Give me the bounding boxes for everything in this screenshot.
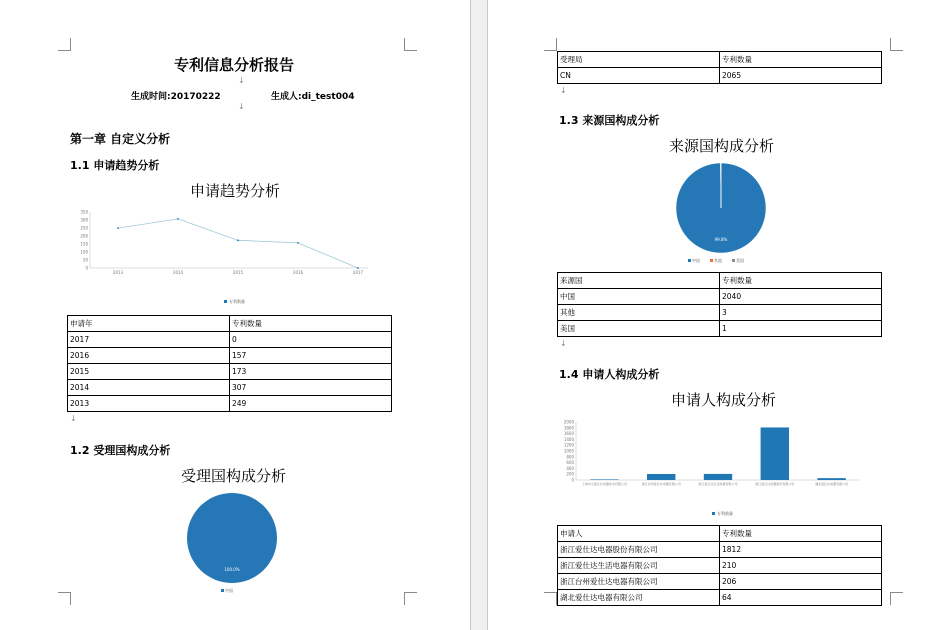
table-row	[558, 305, 882, 321]
x-tick-label: 上海中山爱仕达电器技术有限公司	[581, 482, 627, 486]
table-cell[interactable]: 2017	[68, 332, 230, 348]
table-row	[558, 68, 882, 84]
origin-chart-title: 来源国构成分析	[669, 137, 775, 155]
table-header-cell[interactable]: 受理局	[558, 52, 720, 68]
y-tick-label: 300	[80, 217, 88, 223]
x-tick-label: 浙江台州爱仕达电器有限公司	[641, 482, 681, 486]
table-cell[interactable]: 1	[720, 321, 882, 337]
table-cell[interactable]: 2016	[68, 348, 230, 364]
origin-table	[557, 272, 882, 337]
legend-swatch	[710, 259, 713, 262]
legend-label: 中国	[225, 588, 233, 593]
paragraph-mark: ↓	[238, 76, 245, 85]
paragraph-mark: ↓	[238, 102, 245, 111]
y-tick-label: 1400	[563, 436, 574, 442]
table-row	[558, 289, 882, 305]
crop-mark	[404, 592, 417, 605]
x-tick-label: 2016	[292, 270, 304, 275]
table-cell[interactable]: 0	[230, 332, 392, 348]
table-cell[interactable]: 249	[230, 396, 392, 412]
y-tick-label: 400	[566, 465, 574, 471]
trend-chart-title: 申请趋势分析	[190, 182, 281, 200]
generated-by[interactable]: 生成人:di_test004	[271, 92, 355, 102]
table-cell[interactable]: 173	[230, 364, 392, 380]
table-header-row	[558, 52, 882, 68]
y-tick-label: 1800	[563, 425, 574, 431]
table-header-cell[interactable]: 专利数量	[720, 526, 882, 542]
bar	[704, 474, 732, 480]
slice-data-label: 100.0%	[224, 567, 240, 572]
x-tick-label: 浙江爱仕达电器股份有限公司	[755, 482, 795, 486]
section-heading-1-4[interactable]: 1.4 申请人构成分析	[559, 368, 660, 381]
legend-swatch	[221, 589, 224, 592]
table-cell[interactable]: 2014	[68, 380, 230, 396]
table-row	[68, 332, 392, 348]
table-row	[68, 396, 392, 412]
applicant-chart-title: 申请人构成分析	[671, 391, 777, 409]
office-table	[557, 51, 882, 84]
data-point	[177, 218, 179, 220]
table-header-cell[interactable]: 专利数量	[230, 316, 392, 332]
crop-mark	[58, 592, 71, 605]
chapter-heading[interactable]: 第一章 自定义分析	[70, 132, 171, 146]
table-header-cell[interactable]: 专利数量	[720, 52, 882, 68]
table-cell[interactable]: 2065	[720, 68, 882, 84]
x-tick-label: 2014	[172, 270, 184, 275]
table-cell[interactable]: 浙江爱仕达生活电器有限公司	[558, 558, 720, 574]
section-heading-1-3[interactable]: 1.3 来源国构成分析	[559, 114, 660, 127]
y-tick-label: 0	[571, 477, 574, 483]
table-cell[interactable]: 中国	[558, 289, 720, 305]
crop-mark	[544, 38, 557, 51]
table-cell[interactable]: 2015	[68, 364, 230, 380]
table-cell[interactable]: 206	[720, 574, 882, 590]
table-row	[558, 321, 882, 337]
legend-swatch	[688, 259, 691, 262]
y-tick-label: 0	[85, 265, 88, 271]
legend-swatch	[224, 300, 227, 303]
table-row	[558, 574, 882, 590]
table-cell[interactable]: 浙江爱仕达电器股份有限公司	[558, 542, 720, 558]
legend-label: 美国	[736, 258, 744, 263]
y-tick-label: 50	[82, 257, 88, 263]
applicant-bar-chart	[560, 418, 878, 522]
table-cell[interactable]: CN	[558, 68, 720, 84]
crop-mark	[404, 38, 417, 51]
report-title[interactable]: 专利信息分析报告	[174, 56, 295, 74]
bar	[761, 427, 789, 480]
table-cell[interactable]: 其他	[558, 305, 720, 321]
crop-mark	[890, 38, 903, 51]
crop-mark	[890, 592, 903, 605]
series-line	[118, 219, 358, 268]
y-tick-label: 250	[80, 225, 88, 231]
table-row	[68, 364, 392, 380]
applicant-table	[557, 525, 882, 606]
table-cell[interactable]: 2013	[68, 396, 230, 412]
table-header-cell[interactable]: 来源国	[558, 273, 720, 289]
table-cell[interactable]: 美国	[558, 321, 720, 337]
y-tick-label: 350	[80, 209, 88, 215]
document-page-1	[0, 0, 470, 630]
section-heading-1-2[interactable]: 1.2 受理国构成分析	[70, 444, 171, 457]
table-row	[558, 558, 882, 574]
slice-data-label: 99.8%	[714, 237, 728, 242]
legend-swatch	[732, 259, 735, 262]
y-tick-label: 200	[566, 471, 574, 477]
y-tick-label: 1200	[563, 442, 574, 448]
office-pie-chart	[182, 493, 282, 597]
y-tick-label: 100	[80, 249, 88, 255]
x-tick-label: 2013	[112, 270, 124, 275]
table-header-row	[68, 316, 392, 332]
trend-line-chart	[70, 206, 390, 310]
generation-time[interactable]: 生成时间:20170222	[131, 92, 221, 102]
table-row	[68, 348, 392, 364]
x-tick-label: 湖北爱仕达电器有限公司	[815, 482, 849, 486]
y-tick-label: 1000	[563, 448, 574, 454]
legend-label: 专利数量	[717, 511, 733, 516]
trend-table	[67, 315, 392, 412]
crop-mark	[58, 38, 71, 51]
y-tick-label: 800	[566, 454, 574, 460]
table-cell[interactable]: 210	[720, 558, 882, 574]
y-tick-label: 200	[80, 233, 88, 239]
table-header-row	[558, 526, 882, 542]
legend-swatch	[712, 512, 715, 515]
table-cell[interactable]: 307	[230, 380, 392, 396]
bar	[817, 478, 845, 480]
document-page-2	[488, 0, 949, 630]
table-cell[interactable]: 湖北爱仕达电器有限公司	[558, 590, 720, 606]
x-tick-label: 浙江爱仕达生活电器有限公司	[698, 482, 738, 486]
table-cell[interactable]: 2040	[720, 289, 882, 305]
legend-label: 专利数量	[229, 299, 245, 304]
origin-pie-chart	[671, 163, 771, 267]
y-tick-label: 150	[80, 241, 88, 247]
table-header-row	[558, 273, 882, 289]
table-row	[558, 542, 882, 558]
section-heading-1-1[interactable]: 1.1 申请趋势分析	[70, 159, 160, 172]
legend-label: 其他	[714, 258, 722, 263]
crop-mark	[544, 592, 557, 605]
table-cell[interactable]: 3	[720, 305, 882, 321]
x-tick-label: 2017	[352, 270, 364, 275]
x-tick-label: 2015	[232, 270, 244, 275]
paragraph-mark: ↓	[560, 339, 567, 348]
bar	[590, 479, 618, 480]
office-chart-title: 受理国构成分析	[181, 467, 287, 485]
data-point	[297, 242, 299, 244]
data-point	[117, 227, 119, 229]
table-cell[interactable]: 1812	[720, 542, 882, 558]
paragraph-mark: ↓	[560, 86, 567, 95]
legend-label: 中国	[692, 258, 700, 263]
table-header-cell[interactable]: 申请人	[558, 526, 720, 542]
table-cell[interactable]: 浙江台州爱仕达电器有限公司	[558, 574, 720, 590]
paragraph-mark: ↓	[70, 414, 77, 423]
y-tick-label: 1600	[563, 431, 574, 437]
table-row	[68, 380, 392, 396]
y-tick-label: 2000	[563, 419, 574, 425]
table-cell[interactable]: 64	[720, 590, 882, 606]
data-point	[357, 267, 359, 269]
data-point	[237, 239, 239, 241]
table-row	[558, 590, 882, 606]
y-tick-label: 600	[566, 460, 574, 466]
table-header-cell[interactable]: 申请年	[68, 316, 230, 332]
table-cell[interactable]: 157	[230, 348, 392, 364]
page-gutter	[470, 0, 488, 630]
bar	[647, 474, 675, 480]
table-header-cell[interactable]: 专利数量	[720, 273, 882, 289]
